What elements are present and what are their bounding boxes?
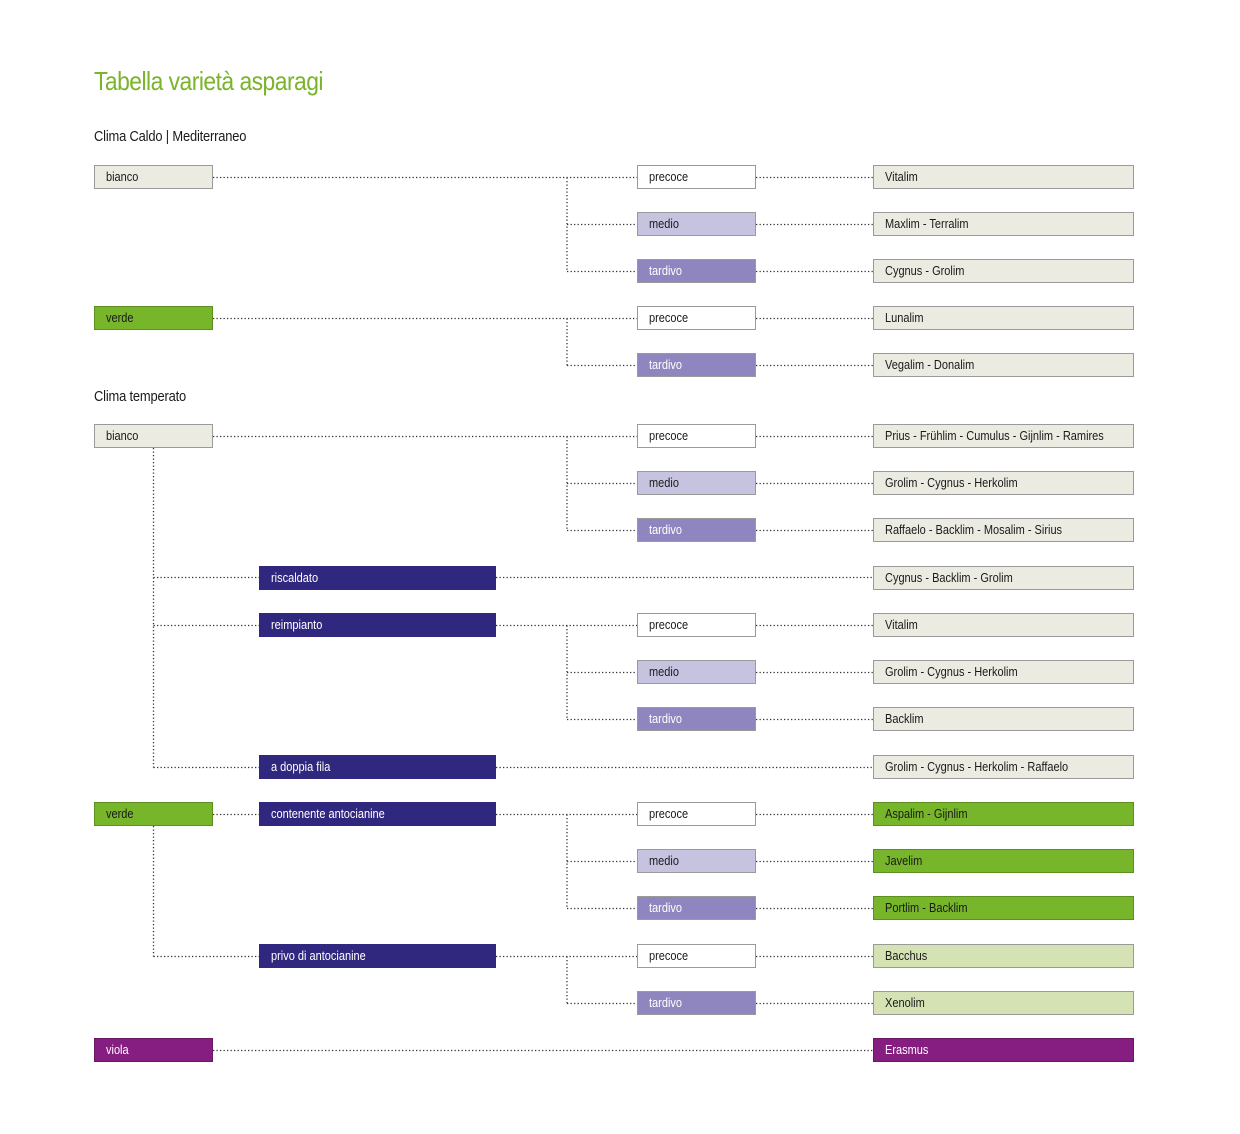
node-viola: viola — [94, 1038, 213, 1062]
node-doppia-fila: a doppia fila — [259, 755, 496, 779]
connector — [756, 815, 873, 909]
node-medio: medio — [637, 660, 756, 684]
node-precoce: precoce — [637, 306, 756, 330]
variety-cell: Prius - Frühlim - Cumulus - Gijnlim - Ramires — [873, 424, 1134, 448]
variety-cell: Grolim - Cygnus - Herkolim - Raffaelo — [873, 755, 1134, 779]
variety-cell: Cygnus - Grolim — [873, 259, 1134, 283]
node-medio: medio — [637, 849, 756, 873]
variety-cell: Grolim - Cygnus - Herkolim — [873, 471, 1134, 495]
connector — [496, 957, 637, 1004]
connector — [154, 448, 260, 768]
variety-cell: Bacchus — [873, 944, 1134, 968]
variety-cell: Cygnus - Backlim - Grolim — [873, 566, 1134, 590]
node-tardivo: tardivo — [637, 991, 756, 1015]
variety-cell: Vitalim — [873, 165, 1134, 189]
node-bianco: bianco — [94, 165, 213, 189]
connector — [756, 437, 873, 531]
node-verde: verde — [94, 802, 213, 826]
connector — [756, 626, 873, 720]
variety-cell: Vitalim — [873, 613, 1134, 637]
node-contenente-antocianine: contenente antocianine — [259, 802, 496, 826]
node-riscaldato: riscaldato — [259, 566, 496, 590]
node-medio: medio — [637, 212, 756, 236]
node-tardivo: tardivo — [637, 896, 756, 920]
node-tardivo: tardivo — [637, 707, 756, 731]
node-precoce: precoce — [637, 802, 756, 826]
node-precoce: precoce — [637, 424, 756, 448]
connector — [213, 178, 637, 272]
variety-cell: Aspalim - Gijnlim — [873, 802, 1134, 826]
node-precoce: precoce — [637, 613, 756, 637]
connector — [496, 626, 637, 720]
variety-cell: Grolim - Cygnus - Herkolim — [873, 660, 1134, 684]
node-bianco: bianco — [94, 424, 213, 448]
variety-cell: Portlim - Backlim — [873, 896, 1134, 920]
connector — [213, 437, 637, 531]
connector — [154, 815, 260, 957]
node-medio: medio — [637, 471, 756, 495]
page-title: Tabella varietà asparagi — [94, 66, 323, 96]
connector — [756, 319, 873, 366]
connector — [756, 957, 873, 1004]
variety-cell: Raffaelo - Backlim - Mosalim - Sirius — [873, 518, 1134, 542]
node-precoce: precoce — [637, 165, 756, 189]
node-reimpianto: reimpianto — [259, 613, 496, 637]
variety-cell: Maxlim - Terralim — [873, 212, 1134, 236]
connector — [213, 319, 637, 366]
node-verde: verde — [94, 306, 213, 330]
node-tardivo: tardivo — [637, 518, 756, 542]
node-tardivo: tardivo — [637, 353, 756, 377]
section-heading-mediterranean: Clima Caldo | Mediterraneo — [94, 128, 247, 145]
variety-cell: Erasmus — [873, 1038, 1134, 1062]
variety-cell: Lunalim — [873, 306, 1134, 330]
connector — [756, 178, 873, 272]
variety-cell: Xenolim — [873, 991, 1134, 1015]
connector — [496, 815, 637, 909]
node-precoce: precoce — [637, 944, 756, 968]
variety-cell: Javelim — [873, 849, 1134, 873]
variety-cell: Vegalim - Donalim — [873, 353, 1134, 377]
node-privo-antocianine: privo di antocianine — [259, 944, 496, 968]
node-tardivo: tardivo — [637, 259, 756, 283]
section-heading-temperate: Clima temperato — [94, 388, 187, 405]
variety-cell: Backlim — [873, 707, 1134, 731]
